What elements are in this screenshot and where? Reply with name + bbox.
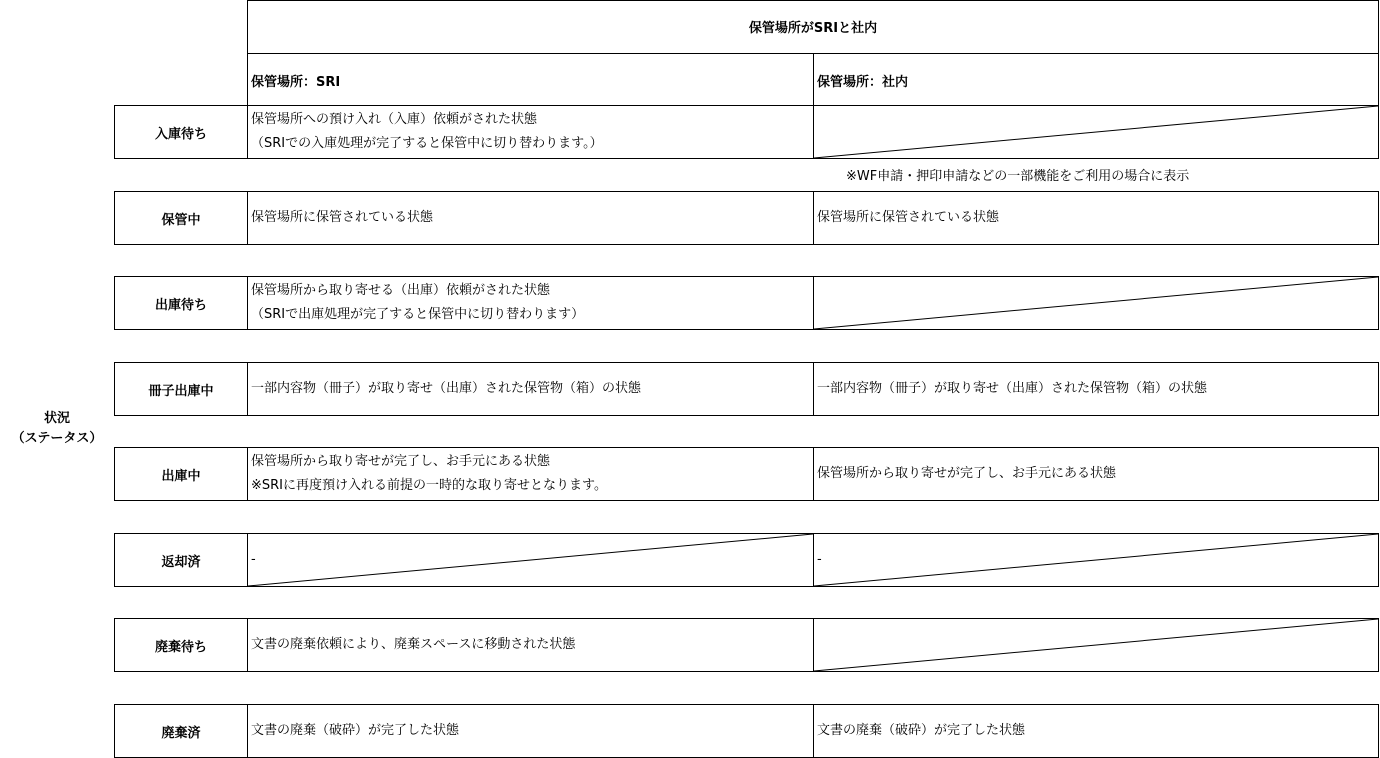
sri-description-cell	[247, 362, 814, 416]
status-label: 廃棄待ち	[114, 618, 248, 672]
sri-description-cell	[247, 533, 814, 587]
status-label: 入庫待ち	[114, 105, 248, 159]
status-label: 保管中	[114, 191, 248, 245]
internal-description-cell	[813, 533, 1379, 587]
sri-description-line: 一部内容物（冊子）が取り寄せ（出庫）された保管物（箱）の状態	[251, 381, 642, 396]
sri-description-line: （SRIで出庫処理が完了すると保管中に切り替わります）	[251, 307, 585, 322]
internal-description-line: 保管場所に保管されている状態	[817, 210, 1000, 225]
status-side-label	[0, 409, 114, 449]
internal-description-cell	[813, 362, 1379, 416]
status-label: 廃棄済	[114, 704, 248, 758]
internal-description-cell	[813, 191, 1379, 245]
sri-description-cell	[247, 704, 814, 758]
sri-description-line: 保管場所から取り寄せが完了し、お手元にある状態	[251, 454, 551, 469]
internal-description-cell	[813, 276, 1379, 330]
sri-description-line: 文書の廃棄（破砕）が完了した状態	[251, 723, 460, 738]
internal-description-line: 保管場所から取り寄せが完了し、お手元にある状態	[817, 466, 1117, 481]
sri-description-line: -	[251, 552, 256, 567]
internal-description-line: 文書の廃棄（破砕）が完了した状態	[817, 723, 1026, 738]
internal-description-line: 一部内容物（冊子）が取り寄せ（出庫）された保管物（箱）の状態	[817, 381, 1208, 396]
sri-description-line: ※SRIに再度預け入れる前提の一時的な取り寄せとなります。	[251, 478, 607, 493]
status-label: 出庫待ち	[114, 276, 248, 330]
diagonal-line	[814, 619, 1378, 671]
internal-description-line: -	[817, 552, 822, 567]
header-group-title: 保管場所がSRIと社内	[748, 21, 878, 36]
sri-description-cell	[247, 105, 814, 159]
internal-description-cell	[813, 704, 1379, 758]
internal-description-cell	[813, 105, 1379, 159]
sri-description-cell	[247, 618, 814, 672]
sri-description-cell	[247, 276, 814, 330]
sri-description-line: 保管場所への預け入れ（入庫）依頼がされた状態	[251, 112, 538, 127]
sri-description-line: 保管場所に保管されている状態	[251, 210, 434, 225]
status-side-label-line2: （ステータス）	[11, 431, 103, 446]
diagonal-line	[814, 534, 1378, 586]
sri-description-cell	[247, 191, 814, 245]
status-label: 返却済	[114, 533, 248, 587]
status-label: 出庫中	[114, 447, 248, 501]
internal-description-cell	[813, 618, 1379, 672]
status-side-label-line1: 状況	[43, 411, 70, 426]
sri-description-line: 文書の廃棄依頼により、廃棄スペースに移動された状態	[251, 637, 576, 652]
feature-note: ※WF申請・押印申請などの一部機能をご利用の場合に表示	[846, 169, 1190, 184]
header-col-internal: 保管場所：社内	[817, 75, 909, 90]
diagonal-line	[814, 277, 1378, 329]
diagonal-line	[814, 106, 1378, 158]
status-label: 冊子出庫中	[114, 362, 248, 416]
sri-description-cell	[247, 447, 814, 501]
header-col-sri: 保管場所：SRI	[251, 75, 341, 90]
sri-description-line: （SRIでの入庫処理が完了すると保管中に切り替わります。）	[251, 136, 603, 151]
sri-description-line: 保管場所から取り寄せる（出庫）依頼がされた状態	[251, 283, 551, 298]
internal-description-cell	[813, 447, 1379, 501]
diagonal-line	[248, 534, 813, 586]
